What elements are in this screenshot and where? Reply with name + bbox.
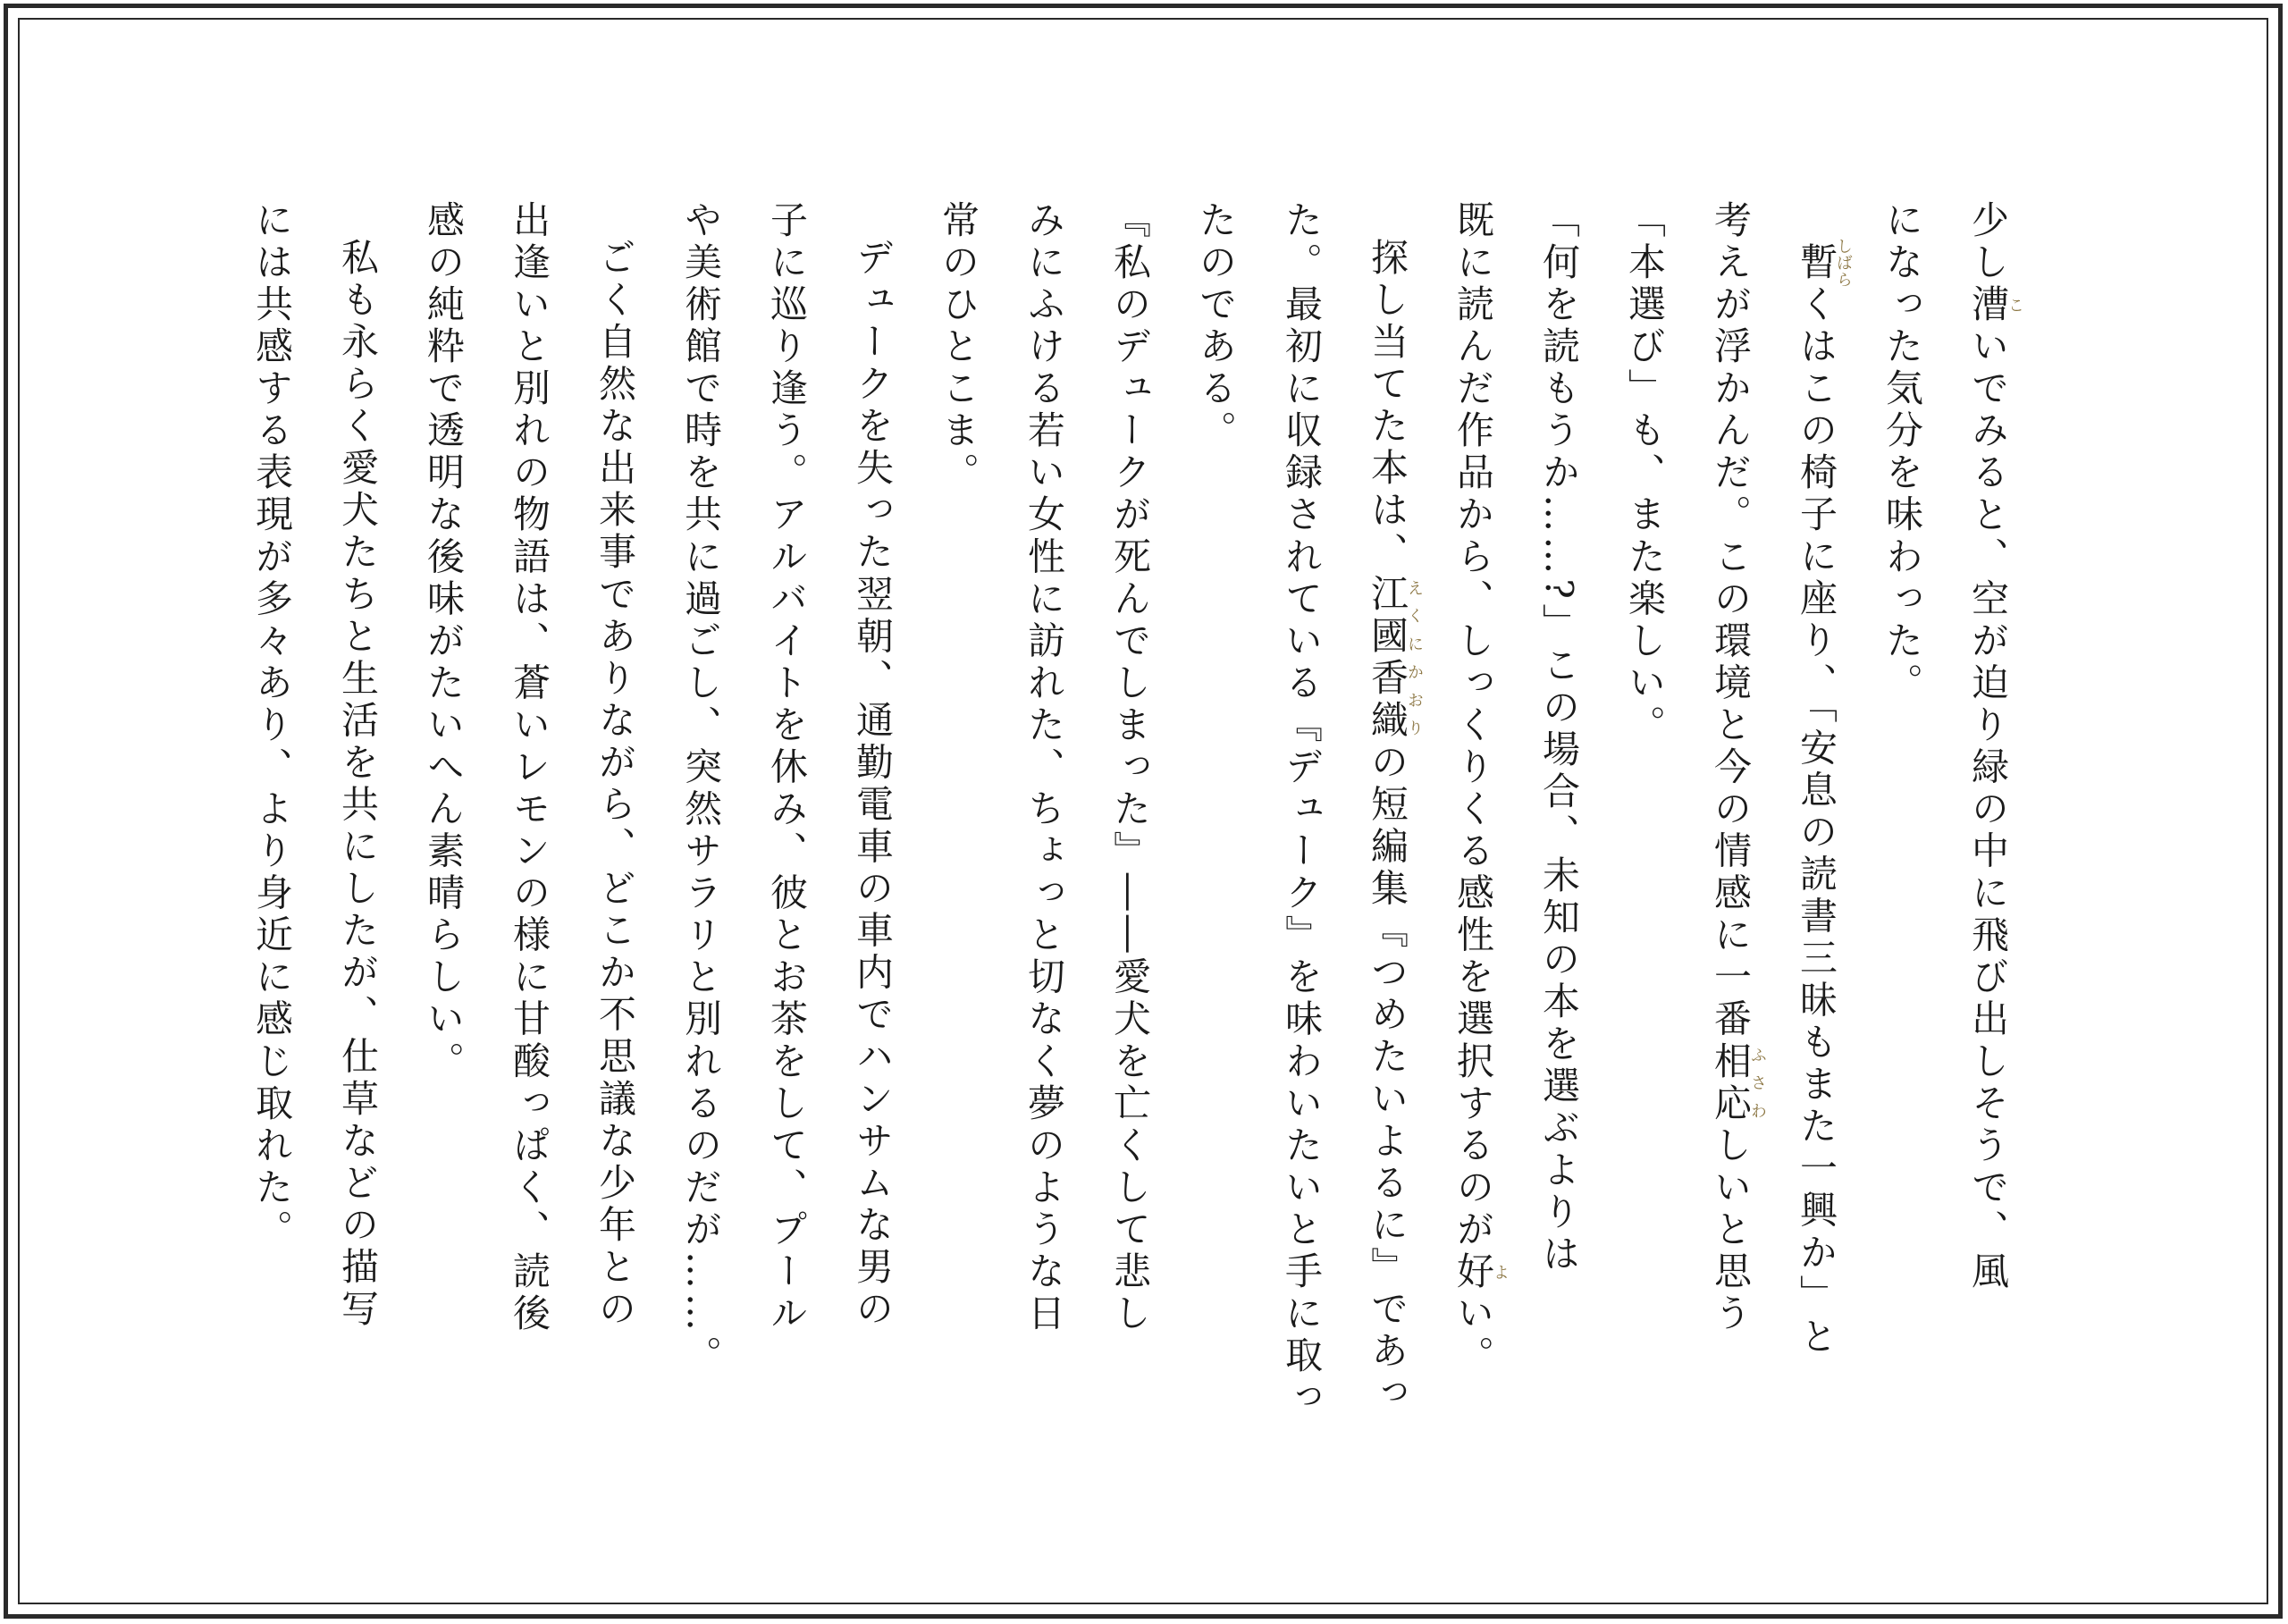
text-line: 「何を読もうか……?」この場合、未知の本を選ぶよりは bbox=[1537, 200, 1581, 1276]
text-line: 探し当てた本は、江國香織えくにかおりの短編集『つめたいよるに』であっ bbox=[1366, 238, 1424, 1416]
text-line: になった気分を味わった。 bbox=[1880, 200, 1924, 705]
text-line: 少し漕こいでみると、空が迫り緑の中に飛び出しそうで、風 bbox=[1966, 200, 2024, 1294]
text-line: 出逢いと別れの物語は、蒼いレモンの様に甘酸っぱく、読後 bbox=[508, 200, 551, 1336]
text-line: た。最初に収録されている『デューク』を味わいたいと手に取っ bbox=[1280, 200, 1324, 1420]
text-line: 既に読んだ作品から、しっくりくる感性を選択するのが好よい。 bbox=[1451, 200, 1510, 1378]
vertical-text-body bbox=[229, 200, 2031, 1434]
text-line: や美術館で時を共に過ごし、突然サラリと別れるのだが……。 bbox=[679, 200, 723, 1378]
text-line: たのである。 bbox=[1194, 200, 1238, 453]
text-line: 私も永らく愛犬たちと生活を共にしたが、仕草などの描写 bbox=[336, 238, 380, 1332]
text-line: 暫しばらくはこの椅子に座り、「安息の読書三昧もまた一興か」と bbox=[1795, 238, 1853, 1359]
text-line: 考えが浮かんだ。この環境と今の情感に一番相応ふさわしいと思う bbox=[1709, 200, 1767, 1336]
text-line: には共感する表現が多々あり、より身近に感じ取れた。 bbox=[250, 200, 294, 1251]
text-line: 『私のデュークが死んでしまった』――愛犬を亡くして悲し bbox=[1108, 200, 1152, 1336]
text-line: デュークを失った翌朝、通勤電車の車内でハンサムな男の bbox=[851, 238, 895, 1332]
text-line: みにふける若い女性に訪れた、ちょっと切なく夢のような日 bbox=[1022, 200, 1066, 1336]
text-line: 常のひとこま。 bbox=[937, 200, 980, 495]
text-line: 子に巡り逢う。アルバイトを休み、彼とお茶をして、プール bbox=[765, 200, 809, 1336]
text-line: 感の純粋で透明な後味がたいへん素晴らしい。 bbox=[422, 200, 466, 1083]
text-line: 「本選び」も、また楽しい。 bbox=[1623, 200, 1667, 747]
text-line: ごく自然な出来事でありながら、どこか不思議な少年との bbox=[593, 238, 637, 1332]
